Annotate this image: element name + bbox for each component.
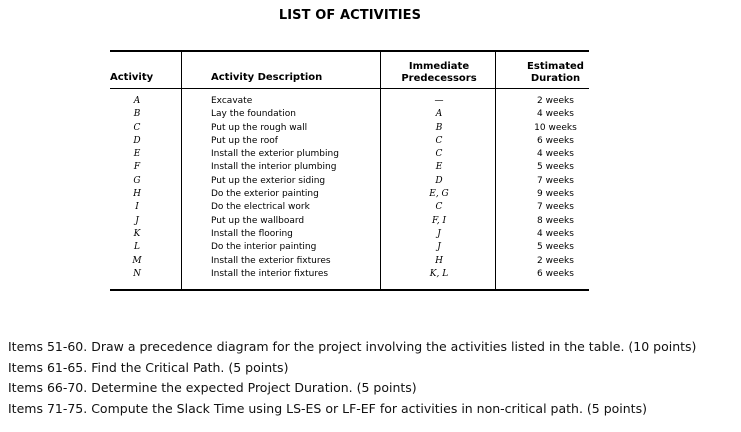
table-row [110, 228, 589, 241]
predecessors-cell: — [434, 96, 444, 106]
duration-cell: 10 weeks [534, 122, 577, 133]
duration-cell: 9 weeks [537, 189, 574, 200]
description-cell: Excavate [211, 96, 253, 106]
header-predecessors-line1: Immediate [408, 61, 470, 72]
header-duration-line1: Estimated [527, 61, 584, 72]
table-row [110, 161, 589, 174]
activity-cell: J [135, 215, 139, 226]
predecessors-cell: F, I [431, 215, 447, 226]
duration-cell: 6 weeks [537, 268, 574, 279]
header-predecessors [388, 61, 490, 85]
activity-cell: H [133, 189, 141, 200]
predecessors-cell: B [435, 122, 443, 133]
duration-cell: 8 weeks [537, 215, 574, 226]
table-row [110, 215, 589, 228]
item-line: Items 71-75. Compute the Slack Time using LS-ES or LF-EF for activities in non-critical path. (5 points) [8, 400, 647, 416]
description-cell: Do the interior painting [211, 242, 317, 253]
activity-cell: E [133, 149, 141, 160]
activity-cell: A [133, 96, 141, 106]
description-cell: Install the interior fixtures [211, 268, 329, 279]
activity-cell: N [133, 268, 141, 279]
predecessors-cell: A [435, 109, 443, 120]
activity-cell: C [133, 122, 141, 133]
table-row [110, 122, 589, 135]
predecessors-cell: J [437, 228, 441, 239]
predecessors-cell: J [437, 242, 441, 253]
page-title: LIST OF ACTIVITIES [278, 8, 422, 23]
description-cell: Install the flooring [211, 228, 293, 239]
table-body [110, 95, 589, 281]
description-cell: Put up the rough wall [211, 122, 308, 133]
predecessors-cell: C [435, 149, 443, 160]
header-activity: Activity [110, 72, 154, 83]
description-cell: Do the electrical work [211, 202, 310, 213]
duration-cell: 4 weeks [537, 109, 574, 120]
activity-cell: I [135, 202, 139, 213]
duration-cell: 2 weeks [537, 96, 574, 106]
table-row [110, 241, 589, 254]
activity-cell: K [133, 228, 141, 239]
description-cell: Put up the exterior siding [211, 175, 326, 186]
duration-cell: 4 weeks [537, 149, 574, 160]
table-row [110, 255, 589, 268]
activity-cell: G [133, 175, 141, 186]
item-line: Items 66-70. Determine the expected Project Duration. (5 points) [8, 380, 417, 395]
table-row [110, 175, 589, 188]
predecessors-cell: E [435, 162, 443, 173]
table-row [110, 188, 589, 201]
duration-cell: 7 weeks [537, 202, 574, 213]
duration-cell: 5 weeks [537, 162, 574, 173]
assignment-items [8, 337, 738, 419]
duration-cell: 2 weeks [537, 255, 574, 266]
description-cell: Install the interior plumbing [211, 162, 337, 173]
item-line: Items 51-60. Draw a precedence diagram for the project involving the activities listed in the table. (10 points) [8, 339, 697, 354]
predecessors-cell: E, G [429, 189, 449, 200]
header-predecessors-line2: Predecessors [401, 73, 477, 84]
activity-cell: B [133, 109, 141, 120]
description-cell: Install the exterior plumbing [211, 149, 339, 160]
table-row [110, 108, 589, 121]
table-row [110, 95, 589, 108]
predecessors-cell: H [435, 255, 443, 266]
item-line: Items 61-65. Find the Critical Path. (5 points) [8, 359, 289, 375]
duration-cell: 5 weeks [537, 242, 574, 253]
description-cell: Lay the foundation [211, 109, 296, 120]
header-description: Activity Description [211, 72, 323, 83]
activity-cell: M [132, 255, 142, 266]
activity-cell: D [133, 135, 141, 146]
header-duration [522, 61, 589, 85]
activities-table [110, 50, 589, 290]
description-cell: Put up the wallboard [211, 215, 305, 226]
table-row [110, 268, 589, 281]
table-row [110, 148, 589, 161]
activity-cell: L [134, 242, 140, 253]
duration-cell: 4 weeks [537, 228, 574, 239]
table-row [110, 201, 589, 214]
header-duration-line2: Duration [530, 73, 581, 84]
predecessors-cell: K, L [429, 268, 449, 279]
description-cell: Do the exterior painting [211, 189, 319, 200]
activity-cell: F [133, 162, 141, 173]
predecessors-cell: D [435, 175, 443, 186]
description-cell: Put up the roof [211, 135, 278, 146]
duration-cell: 6 weeks [537, 135, 574, 146]
predecessors-cell: C [435, 135, 443, 146]
predecessors-cell: C [435, 202, 443, 213]
duration-cell: 7 weeks [537, 175, 574, 186]
table-row [110, 135, 589, 148]
description-cell: Install the exterior fixtures [211, 255, 331, 266]
